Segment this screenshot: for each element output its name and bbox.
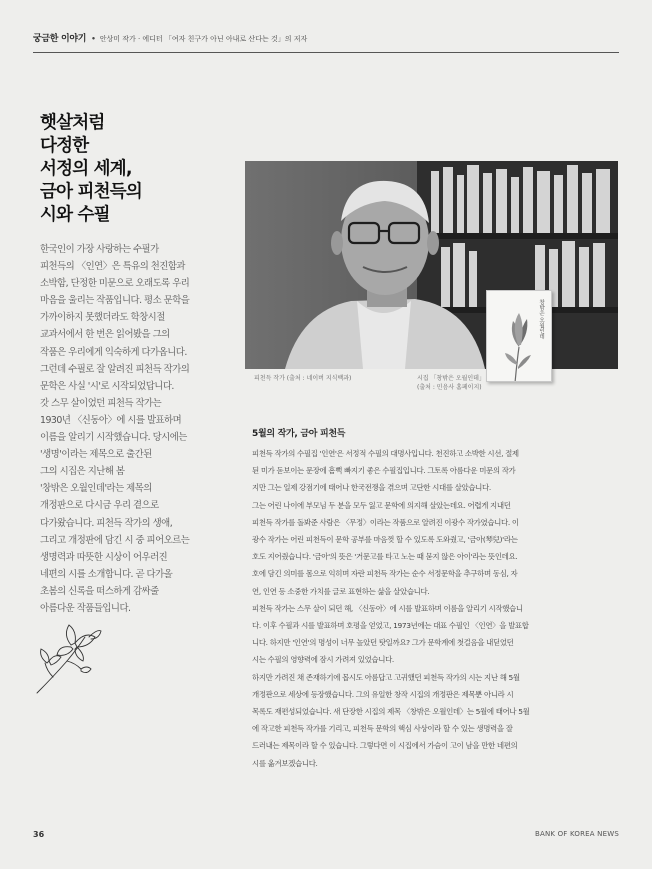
- intro-line: '창밖은 오월인데'라는 제목의: [40, 483, 152, 495]
- intro-line: 한국인이 가장 사랑하는 수필가: [40, 244, 159, 255]
- intro-line: '생명'이라는 제목으로 출간된: [40, 449, 152, 461]
- article-body: [252, 445, 618, 772]
- intro-line: 아름다운 작품들입니다.: [40, 602, 131, 614]
- page-number: 36: [33, 830, 45, 839]
- article-line: 피천득 작가는 스무 살이 되던 해, 〈신동아〉에 시를 발표하며 이름을 알리기 시작했습니: [252, 603, 523, 613]
- magazine-name: BANK OF KOREA NEWS: [534, 830, 619, 838]
- article-line: 다. 이후 수필과 시를 발표하며 호평을 얻었고, 1973년에는 대표 수필인 〈인연〉을 발표합: [252, 621, 529, 631]
- article-line: 지만 그는 일제 강점기에 태어나 한국전쟁을 겪으며 고단한 시대를 살았습니다.: [252, 483, 491, 493]
- page-header: [33, 31, 619, 53]
- intro-line: 교과서에서 한 번은 읽어봤을 그의: [40, 329, 170, 341]
- title-line: 금아 피천득의: [40, 182, 142, 202]
- article-line: 호도 지어줬습니다. '금아'의 뜻은 '거문고를 타고 노는 때 묻지 않은 아이'라는 뜻인데요.: [252, 552, 518, 562]
- intro-line: 이름을 알리기 시작했습니다. 당시에는: [40, 432, 187, 444]
- article-line: 호에 담긴 의미를 몸으로 익히며 자란 피천득 작가는 순수 서정문학을 추구하며 동심, 자: [252, 569, 518, 579]
- title-line: 서정의 세계,: [40, 159, 132, 179]
- intro-line: 문학은 사실 '시'로 시작되었답니다.: [40, 380, 174, 392]
- article-section: [252, 426, 618, 772]
- intro-line: 그의 시집은 지난해 봄: [40, 466, 125, 478]
- article-line: 하지만 가려진 채 존재하기에 몹시도 아름답고 고귀했던 피천득 작가의 시는 지난 해 5월: [252, 672, 520, 682]
- author-byline: 안상미 작가 · 에디터 「여자 친구가 아닌 아내로 산다는 것」의 저자: [99, 35, 308, 43]
- intro-line: 초봄의 신록을 떠스하게 감싸줄: [40, 585, 159, 597]
- article-line: 된 미가 돋보이는 문장에 흠뻑 빠지기 좋은 수필집입니다. 그토록 아름다운 미문의 작가: [252, 466, 516, 476]
- photo-caption: 피천득 작가 (출처 : 네이버 지식백과): [254, 375, 352, 382]
- intro-line: 1930년 〈신동아〉에 시를 발표하며: [40, 414, 182, 426]
- title-line: 시와 수필: [40, 205, 110, 225]
- section-category: 궁금한 이야기: [33, 34, 87, 44]
- title-line: 다정한: [40, 136, 89, 156]
- article-line: 그는 어린 나이에 부모님 두 분을 모두 잃고 문학에 의지해 살았는데요. 어렵게 지내던: [252, 500, 511, 510]
- article-line: 시는 수필의 영향력에 잠시 가려져 있었습니다.: [252, 655, 394, 665]
- title-line: 햇살처럼: [40, 113, 105, 133]
- article-line: 목록도 재편성되었습니다. 새 단장한 시집의 제목 〈창밖은 오월인데〉는 5월에 태어나 5월: [252, 707, 530, 717]
- intro-line: 마음을 울리는 작품입니다. 평소 문학을: [40, 295, 190, 307]
- intro-line: 작품은 우리에게 익숙하게 다가옵니다.: [40, 346, 187, 358]
- article-line: 니다. 하지만 '인연'의 명성이 너무 높았던 탓일까요? 그가 문학계에 첫걸음을 내딛었던: [252, 638, 514, 648]
- intro-line: 그런데 수필로 잘 알려진 피천득 작가의: [40, 363, 190, 375]
- intro-line: 가까이하지 못했더라도 학창시절: [40, 312, 165, 324]
- article-line: 피천득 작가를 돌봐준 사람은 〈무정〉이라는 작품으로 알려진 이광수 작가였습니다. 이: [252, 517, 519, 527]
- article-heading: 5월의 작가, 금아 피천득: [252, 429, 346, 439]
- intro-line: 개정판으로 다시금 우리 곁으로: [40, 500, 159, 512]
- book-caption: [417, 374, 485, 392]
- intro-line: 그리고 개정판에 담긴 시 중 피어오르는: [40, 534, 190, 546]
- author-portrait-photo: [245, 161, 618, 369]
- article-line: 에 작고한 피천득 작가를 기리고, 피천득 문학의 핵심 사상이라 할 수 있는 생명력을 잘: [252, 724, 513, 734]
- article-line: 피천득 작가의 수필집 '인연'은 서정적 수필의 대명사입니다. 천진하고 소박한 시선, 절제: [252, 449, 519, 458]
- intro-line: 네편의 시를 소개합니다. 곧 다가올: [40, 568, 173, 580]
- article-line: 드러내는 제목이라 할 수 있습니다. 그렇다면 이 시집에서 가슴이 고이 남을 만한 네편의: [252, 741, 518, 751]
- intro-paragraph: [40, 241, 225, 617]
- article-line: 개정판으로 세상에 등장했습니다. 그의 유일한 창작 시집의 개정판은 제목뿐 아니라 시: [252, 689, 514, 699]
- intro-line: 소박함, 단정한 미문으로 오래도록 우리: [40, 278, 190, 290]
- magnolia-illustration: [27, 617, 107, 697]
- book-caption-line: 시집 「창밖은 오월인데」: [417, 375, 485, 382]
- intro-line: 다가왔습니다. 피천득 작가의 생애,: [40, 517, 173, 529]
- book-cover-title: 창밖은 오월인데: [538, 299, 544, 340]
- intro-line: 갓 스무 살이었던 피천득 작가는: [40, 397, 162, 409]
- book-cover-photo: [486, 290, 552, 382]
- intro-line: 생명력과 따뜻한 시상이 어우러진: [40, 551, 168, 563]
- intro-line: 피천득의 〈인연〉은 특유의 천진함과: [40, 261, 185, 273]
- book-caption-line: (출처 : 민음사 홈페이지): [417, 384, 482, 391]
- article-line: 연, 인연 등 소중한 가치를 글로 표현하는 삶을 살았습니다.: [252, 586, 430, 596]
- article-line: 시를 옮겨보겠습니다.: [252, 758, 318, 768]
- article-line: 광수 작가는 어린 피천득이 문학 공부를 마음껏 할 수 있도록 도와줬고, '금아(琴兒)'라는: [252, 535, 518, 545]
- separator-dot: •: [91, 35, 96, 43]
- article-title: [40, 112, 230, 227]
